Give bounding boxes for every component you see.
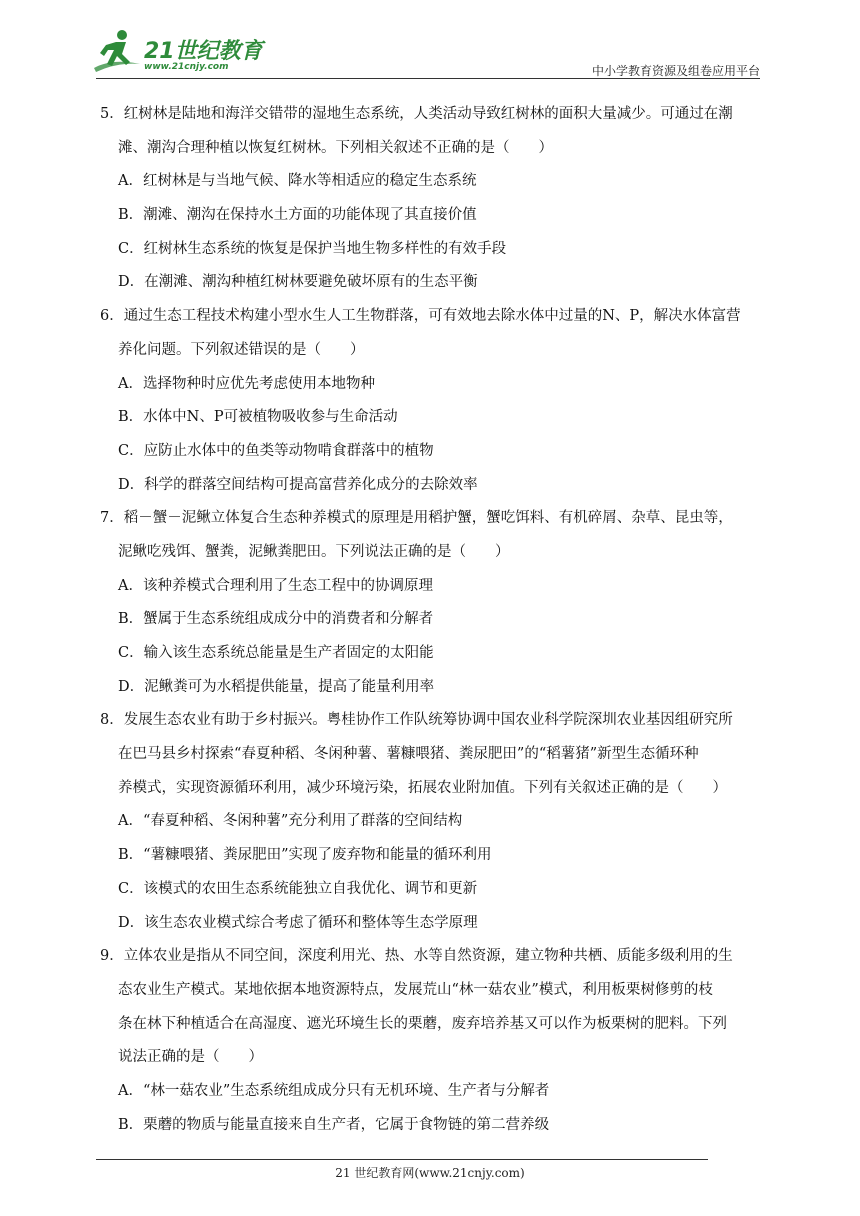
- option-d: D．泥鳅粪可为水稻提供能量，提高了能量利用率: [118, 678, 435, 695]
- question-5: [96, 98, 766, 300]
- question-7: [96, 502, 766, 704]
- option-a: A．“春夏种稻、冬闲种薯”充分利用了群落的空间结构: [118, 813, 463, 830]
- option-d: D．该生态农业模式综合考虑了循环和整体等生态学原理: [118, 914, 478, 931]
- option-b: B．潮滩、潮沟在保持水土方面的功能体现了其直接价值: [118, 207, 477, 224]
- footer-divider: [96, 1159, 708, 1160]
- option-d: D．科学的群落空间结构可提高富营养化成分的去除效率: [118, 476, 478, 493]
- runner-icon: [92, 28, 142, 76]
- option-b: B．栗蘑的物质与能量直接来自生产者，它属于食物链的第二营养级: [118, 1116, 550, 1133]
- platform-title: 中小学教育资源及组卷应用平台: [591, 64, 760, 78]
- option-b: B．蟹属于生态系统组成成分中的消费者和分解者: [118, 611, 434, 628]
- option-a: A．选择物种时应优先考虑使用本地物种: [118, 375, 375, 392]
- option-a: A．红树林是与当地气候、降水等相适应的稳定生态系统: [118, 173, 477, 190]
- option-b: B．水体中N、P可被植物吸收参与生命活动: [118, 409, 398, 426]
- page-header: [0, 0, 860, 80]
- question-6: [96, 300, 766, 502]
- question-stem-line: 在巴马县乡村探索“春夏种稻、冬闲种薯、薯糠喂猪、粪尿肥田”的“稻薯猪”新型生态循环种: [118, 746, 699, 763]
- question-stem-line: 6．通过生态工程技术构建小型水生人工生物群落，可有效地去除水体中过量的N、P，解决水体富营: [100, 308, 741, 325]
- question-stem-line: 滩、潮沟合理种植以恢复红树林。下列相关叙述不正确的是（ ）: [118, 139, 553, 156]
- question-stem-line: 养化问题。下列叙述错误的是（ ）: [118, 341, 365, 358]
- option-c: C．该模式的农田生态系统能独立自我优化、调节和更新: [118, 880, 478, 897]
- question-stem-line: 7．稻－蟹－泥鳅立体复合生态种养模式的原理是用稻护蟹，蟹吃饵料、有机碎屑、杂草、昆虫等，: [100, 510, 733, 527]
- site-logo: [92, 28, 272, 78]
- option-d: D．在潮滩、潮沟种植红树林要避免破坏原有的生态平衡: [118, 274, 478, 291]
- question-8: [96, 704, 766, 940]
- option-c: C．应防止水体中的鱼类等动物啃食群落中的植物: [118, 442, 434, 459]
- option-c: C．输入该生态系统总能量是生产者固定的太阳能: [118, 645, 434, 661]
- question-stem-line: 9．立体农业是指从不同空间，深度利用光、热、水等自然资源，建立物种共栖、质能多级利用的生: [100, 948, 733, 965]
- question-stem-line: 5．红树林是陆地和海洋交错带的湿地生态系统，人类活动导致红树林的面积大量减少。可通过在潮: [100, 106, 733, 122]
- question-stem-line: 说法正确的是（ ）: [118, 1049, 263, 1066]
- header-divider: [96, 78, 760, 79]
- question-9: [96, 940, 766, 1142]
- logo-text: 21世纪教育: [144, 39, 263, 64]
- question-list: [96, 98, 766, 1142]
- question-stem-line: 态农业生产模式。某地依据本地资源特点，发展荒山“林一菇农业”模式，利用板栗树修剪的枝: [118, 981, 713, 998]
- page-footer: 21 世纪教育网(www.21cnjy.com): [335, 1166, 525, 1180]
- question-stem-line: 8．发展生态农业有助于乡村振兴。粤桂协作工作队统筹协调中国农业科学院深圳农业基因组研究所: [100, 712, 733, 729]
- question-stem-line: 养模式，实现资源循环利用，减少环境污染，拓展农业附加值。下列有关叙述正确的是（ ）: [118, 779, 727, 796]
- option-c: C．红树林生态系统的恢复是保护当地生物多样性的有效手段: [118, 240, 507, 257]
- logo-url: www.21cnjy.com: [144, 62, 229, 72]
- question-stem-line: 泥鳅吃残饵、蟹粪，泥鳅粪肥田。下列说法正确的是（ ）: [118, 543, 510, 560]
- option-b: B．“薯糠喂猪、粪尿肥田”实现了废弃物和能量的循环利用: [118, 847, 492, 864]
- option-a: A．该种养模式合理利用了生态工程中的协调原理: [118, 577, 433, 594]
- question-stem-line: 条在林下种植适合在高湿度、遮光环境生长的栗蘑，废弃培养基又可以作为板栗树的肥料。下列: [118, 1015, 727, 1032]
- option-a: A．“林一菇农业”生态系统组成成分只有无机环境、生产者与分解者: [118, 1082, 550, 1099]
